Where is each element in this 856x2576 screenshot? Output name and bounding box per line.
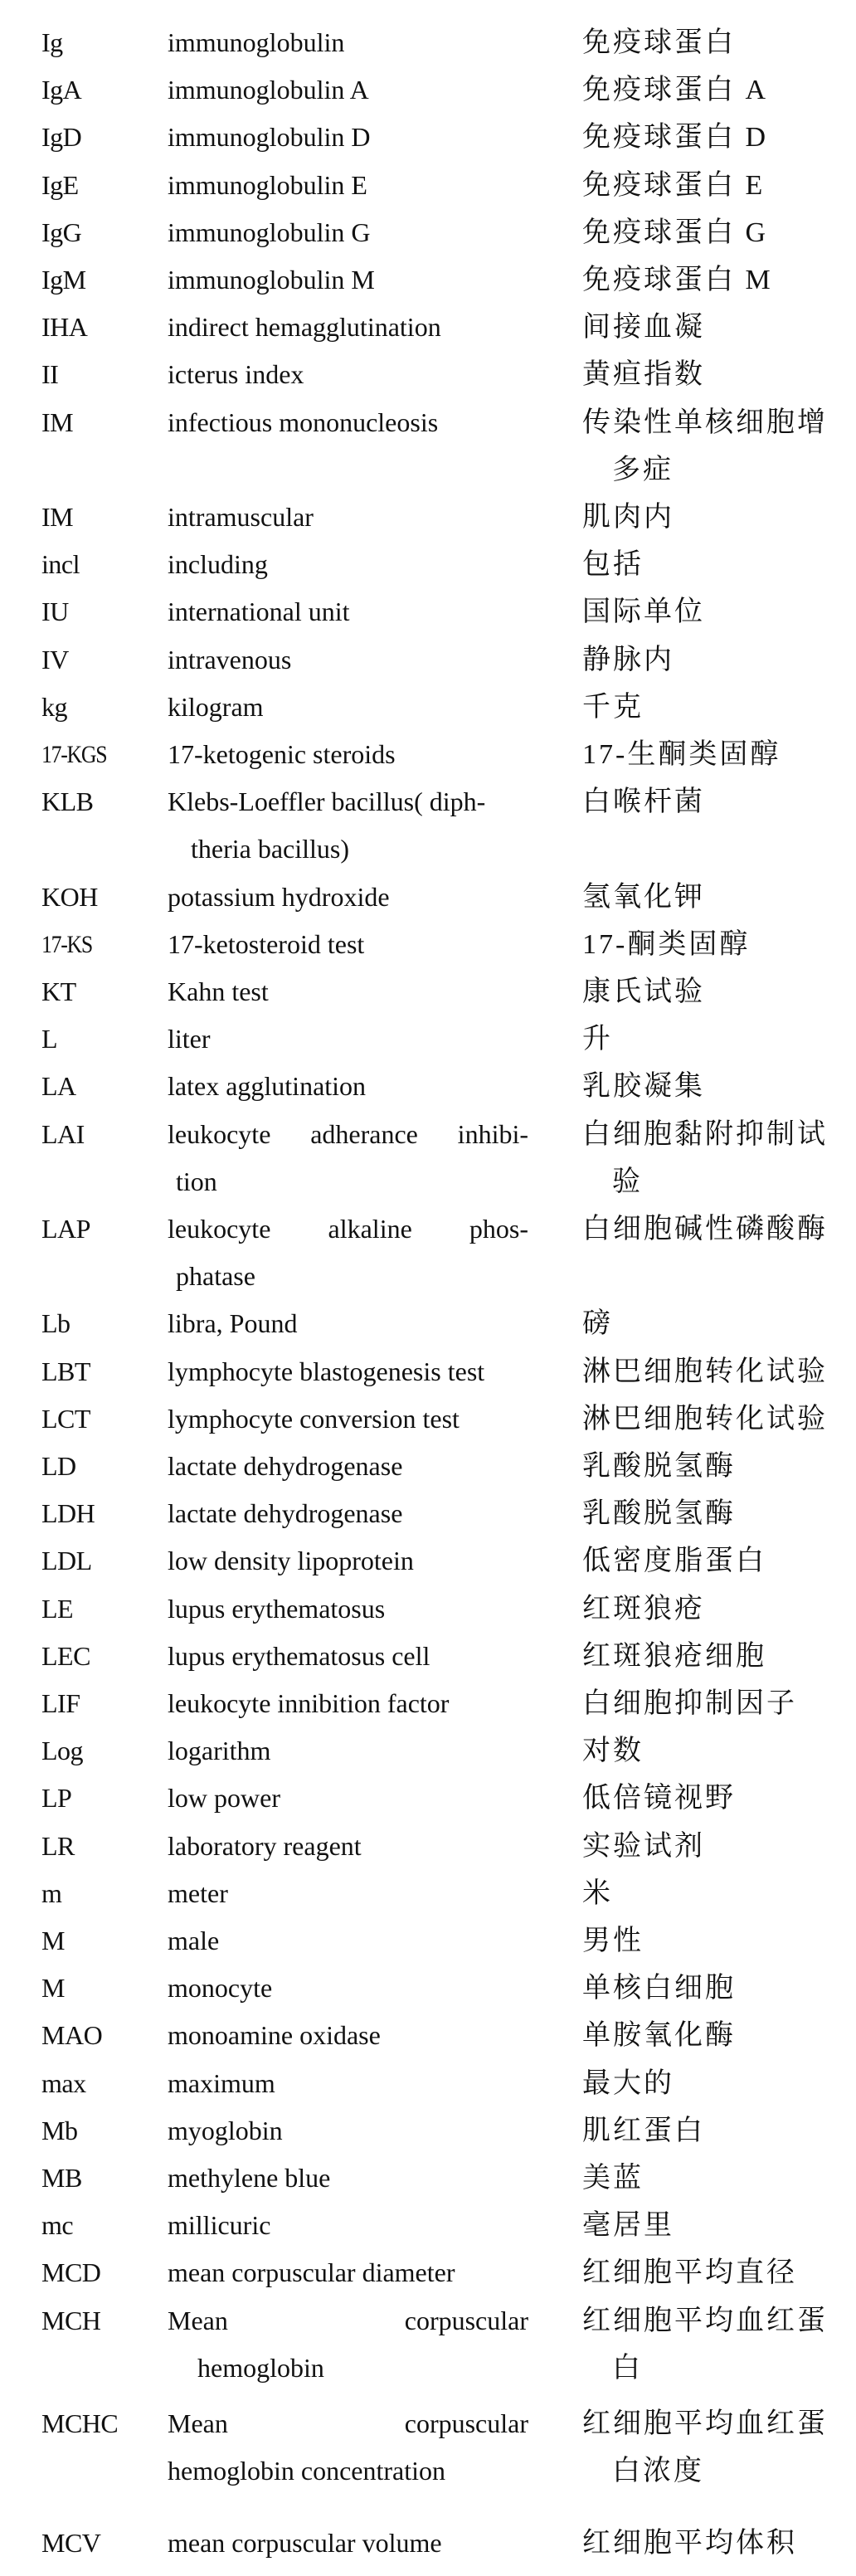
- abbreviation: LAP: [41, 1214, 90, 1244]
- english-term-line: hemoglobin concentration: [168, 2456, 446, 2486]
- chinese-term-line: 免疫球蛋白: [582, 27, 736, 58]
- english-term: [168, 2107, 528, 2155]
- english-term: [168, 684, 528, 731]
- chinese-term: [582, 2155, 848, 2202]
- chinese-term-line: 包括: [582, 549, 644, 581]
- english-term-line: leukocyte innibition factor: [168, 1688, 450, 1718]
- english-term-line: infectious mononucleosis: [168, 407, 439, 437]
- english-term: [168, 2520, 528, 2567]
- abbreviation: KOH: [41, 881, 98, 912]
- abbreviation: LA: [41, 1071, 76, 1102]
- chinese-term: [582, 1300, 848, 1347]
- chinese-term: [582, 1727, 848, 1775]
- chinese-term-line: 美蓝: [582, 2163, 644, 2194]
- english-term: [168, 1111, 528, 1205]
- chinese-term: [582, 1585, 848, 1633]
- english-term-line: 17-ketosteroid test: [168, 928, 365, 959]
- english-term: [168, 1063, 528, 1110]
- chinese-term-line: 肌红蛋白: [582, 2115, 705, 2146]
- chinese-term-line: 米: [582, 1877, 613, 1909]
- chinese-term-line: 验: [612, 1166, 643, 1197]
- english-term-line: Mean corpuscular: [168, 2305, 528, 2335]
- abbreviation: KLB: [41, 786, 94, 817]
- english-term: [168, 874, 528, 921]
- chinese-term: [582, 1775, 848, 1822]
- english-term: [168, 1537, 528, 1585]
- english-term-line: male: [168, 1926, 220, 1955]
- chinese-term-line: 氢氧化钾: [582, 881, 705, 913]
- chinese-term: [582, 2107, 848, 2155]
- english-term-line: libra, Pound: [168, 1308, 298, 1339]
- abbreviation: LE: [41, 1593, 74, 1624]
- english-term-line: lupus erythematosus: [168, 1593, 386, 1624]
- chinese-term: [582, 1015, 848, 1063]
- chinese-term-line: 红斑狼疮: [582, 1593, 705, 1624]
- english-term: [168, 1870, 528, 1917]
- abbreviation: max: [41, 2067, 86, 2098]
- chinese-term-line: 17-酮类固醇: [582, 928, 751, 960]
- english-term-line: international unit: [168, 597, 350, 627]
- abbreviation: LIF: [41, 1688, 80, 1718]
- chinese-term-line: 17-生酮类固醇: [582, 739, 781, 770]
- chinese-term: [582, 2060, 848, 2107]
- chinese-term-line: 升: [582, 1024, 613, 1055]
- abbreviation: MAO: [41, 2020, 103, 2051]
- english-term-line: liter: [168, 1024, 211, 1054]
- english-term: [168, 351, 528, 398]
- chinese-term: [582, 1395, 848, 1443]
- abbreviation: IgM: [41, 265, 86, 295]
- abbreviation: Lb: [41, 1308, 71, 1339]
- chinese-term: [582, 256, 848, 304]
- english-term: [168, 1727, 528, 1775]
- chinese-term-line: 白细胞抑制因子: [582, 1688, 797, 1719]
- english-term: [168, 1917, 528, 1965]
- english-term-line: indirect hemagglutination: [168, 312, 441, 343]
- abbreviation: LR: [41, 1830, 75, 1861]
- abbreviation: IgA: [41, 75, 82, 105]
- chinese-term-line: 对数: [582, 1736, 644, 1767]
- english-term: [168, 2155, 528, 2202]
- abbreviation: mc: [41, 2210, 74, 2241]
- chinese-term-line: 乳酸脱氢酶: [582, 1451, 736, 1482]
- chinese-term-line: 黄疸指数: [582, 359, 705, 391]
- abbreviation: m: [41, 1877, 62, 1908]
- chinese-term: [582, 2297, 848, 2392]
- abbreviation: M: [41, 1973, 65, 2004]
- chinese-term-line: 白喉杆菌: [582, 786, 705, 818]
- chinese-term-line: 多症: [612, 454, 674, 485]
- english-term: [168, 1585, 528, 1633]
- abbreviation: 17-KGS: [41, 741, 107, 768]
- chinese-term-line: 免疫球蛋白 E: [582, 169, 766, 201]
- abbreviation: MB: [41, 2163, 82, 2193]
- english-term: [168, 66, 528, 114]
- english-term-line: lupus erythematosus cell: [168, 1640, 430, 1671]
- chinese-term: [582, 66, 848, 114]
- chinese-term: [582, 874, 848, 921]
- chinese-term: [582, 2249, 848, 2296]
- english-term-line: laboratory reagent: [168, 1830, 362, 1861]
- abbreviation: LDL: [41, 1546, 92, 1576]
- chinese-term-line: 千克: [582, 691, 644, 723]
- english-term: [168, 256, 528, 304]
- chinese-term: [582, 1823, 848, 1870]
- chinese-term-line: 康氏试验: [582, 976, 705, 1007]
- english-term-line: maximum: [168, 2067, 275, 2098]
- english-term-line: Kahn test: [168, 976, 269, 1006]
- english-term: [168, 636, 528, 684]
- chinese-term: [582, 1633, 848, 1680]
- english-term-line: immunoglobulin G: [168, 217, 371, 247]
- abbreviation: LBT: [41, 1356, 90, 1386]
- english-term: [168, 541, 528, 588]
- chinese-term: [582, 1490, 848, 1537]
- english-term-line: Mean corpuscular: [168, 2408, 528, 2438]
- abbreviation: LCT: [41, 1403, 90, 1434]
- english-term: [168, 2400, 528, 2495]
- english-term-line: lymphocyte blastogenesis test: [168, 1356, 485, 1386]
- abbreviation: MCV: [41, 2528, 101, 2559]
- abbreviation: IM: [41, 502, 74, 532]
- english-term: [168, 1300, 528, 1347]
- english-term-line: methylene blue: [168, 2163, 331, 2193]
- abbreviation: IM: [41, 407, 74, 437]
- english-term: [168, 304, 528, 351]
- abbreviation: 17-KS: [41, 930, 92, 958]
- english-term: [168, 1490, 528, 1537]
- english-term-line: theria bacillus): [191, 834, 350, 864]
- english-term-line: millicuric: [168, 2210, 271, 2241]
- chinese-term-line: 淋巴细胞转化试验: [582, 1356, 828, 1387]
- chinese-term-line: 红细胞平均血红蛋: [582, 2408, 828, 2439]
- english-term: [168, 1015, 528, 1063]
- abbreviation: LEC: [41, 1640, 90, 1671]
- chinese-term-line: 低密度脂蛋白: [582, 1546, 766, 1577]
- abbreviation: Ig: [41, 27, 63, 57]
- english-term-line: lactate dehydrogenase: [168, 1451, 403, 1481]
- english-term: [168, 968, 528, 1015]
- abbreviation: Mb: [41, 2115, 78, 2145]
- english-term: [168, 1205, 528, 1300]
- chinese-term: [582, 2202, 848, 2249]
- english-term-line: monoamine oxidase: [168, 2020, 381, 2051]
- chinese-term: [582, 114, 848, 161]
- english-term-line: Klebs-Loeffler bacillus( diph-: [168, 786, 486, 817]
- chinese-term-line: 红细胞平均血红蛋: [582, 2305, 828, 2336]
- abbreviation: IU: [41, 597, 69, 627]
- english-term-line: immunoglobulin A: [168, 75, 369, 105]
- abbreviation: KT: [41, 976, 76, 1006]
- abbreviation: IV: [41, 644, 69, 674]
- english-term: [168, 921, 528, 968]
- chinese-term-line: 国际单位: [582, 597, 705, 628]
- english-term-line: low density lipoprotein: [168, 1546, 414, 1576]
- abbreviation: LD: [41, 1451, 76, 1481]
- abbreviation: II: [41, 359, 59, 390]
- chinese-term-line: 乳酸脱氢酶: [582, 1498, 736, 1530]
- chinese-term-line: 白: [612, 2352, 643, 2384]
- english-term-line: immunoglobulin D: [168, 122, 371, 153]
- english-term: [168, 1443, 528, 1490]
- english-term: [168, 399, 528, 446]
- abbreviation: incl: [41, 549, 80, 580]
- chinese-term-line: 免疫球蛋白 G: [582, 217, 769, 248]
- chinese-term: [582, 921, 848, 968]
- english-term-line: including: [168, 549, 268, 580]
- english-term-line: meter: [168, 1877, 228, 1908]
- english-term-line: immunoglobulin M: [168, 265, 375, 295]
- english-term: [168, 1823, 528, 1870]
- english-term: [168, 778, 528, 873]
- english-term-line: leukocyte alkaline phos-: [168, 1214, 528, 1244]
- abbreviation: LP: [41, 1783, 72, 1814]
- chinese-term: [582, 1680, 848, 1727]
- english-term-line: mean corpuscular diameter: [168, 2257, 455, 2288]
- english-term: [168, 114, 528, 161]
- chinese-term-line: 乳胶凝集: [582, 1071, 705, 1103]
- chinese-term-line: 磅: [582, 1308, 613, 1340]
- chinese-term-line: 白细胞碱性磷酸酶: [582, 1214, 828, 1244]
- english-term: [168, 1633, 528, 1680]
- english-term-line: lymphocyte conversion test: [168, 1403, 460, 1434]
- chinese-term: [582, 162, 848, 209]
- english-term-line: intravenous: [168, 644, 292, 674]
- abbreviation: MCHC: [41, 2408, 119, 2438]
- english-term: [168, 1965, 528, 2012]
- english-term: [168, 731, 528, 778]
- abbreviation: MCD: [41, 2257, 101, 2288]
- english-term: [168, 588, 528, 635]
- english-term-line: potassium hydroxide: [168, 881, 390, 912]
- chinese-term: [582, 731, 848, 778]
- abbreviation: IgD: [41, 122, 82, 153]
- chinese-term: [582, 494, 848, 541]
- chinese-term: [582, 19, 848, 66]
- chinese-term: [582, 1348, 848, 1395]
- chinese-term: [582, 1063, 848, 1110]
- english-term-line: phatase: [176, 1261, 255, 1292]
- english-term-line: tion: [176, 1166, 217, 1196]
- chinese-term-line: 最大的: [582, 2067, 674, 2099]
- chinese-term: [582, 1965, 848, 2012]
- english-term: [168, 1680, 528, 1727]
- chinese-term: [582, 1537, 848, 1585]
- chinese-term-line: 免疫球蛋白 D: [582, 122, 769, 153]
- english-term-line: leukocyte adherance inhibi-: [168, 1118, 528, 1149]
- english-term: [168, 209, 528, 256]
- chinese-term-line: 男性: [582, 1926, 644, 1956]
- chinese-term-line: 传染性单核细胞增: [582, 407, 828, 438]
- chinese-term-line: 红细胞平均体积: [582, 2528, 797, 2559]
- chinese-term-line: 红细胞平均直径: [582, 2257, 797, 2289]
- english-term: [168, 2249, 528, 2296]
- chinese-term: [582, 541, 848, 588]
- english-term: [168, 1348, 528, 1395]
- chinese-term-line: 白细胞黏附抑制试: [582, 1118, 828, 1150]
- english-term-line: logarithm: [168, 1736, 271, 1766]
- chinese-term: [582, 1111, 848, 1205]
- english-term-line: intramuscular: [168, 502, 314, 532]
- chinese-term: [582, 1443, 848, 1490]
- abbreviation: MCH: [41, 2305, 101, 2335]
- chinese-term-line: 白浓度: [612, 2456, 704, 2487]
- english-term-line: mean corpuscular volume: [168, 2528, 442, 2559]
- english-term-line: myoglobin: [168, 2115, 283, 2145]
- abbreviation: IHA: [41, 312, 88, 343]
- english-term-line: hemoglobin: [197, 2352, 324, 2383]
- chinese-term: [582, 2400, 848, 2495]
- chinese-term-line: 单胺氧化酶: [582, 2020, 736, 2052]
- english-term: [168, 2060, 528, 2107]
- abbreviation: kg: [41, 691, 67, 722]
- chinese-term-line: 实验试剂: [582, 1830, 705, 1862]
- chinese-term: [582, 1870, 848, 1917]
- english-term-line: lactate dehydrogenase: [168, 1498, 403, 1529]
- english-term-line: monocyte: [168, 1973, 273, 2004]
- english-term: [168, 2012, 528, 2059]
- english-term: [168, 1395, 528, 1443]
- english-term: [168, 162, 528, 209]
- chinese-term: [582, 2012, 848, 2059]
- english-term: [168, 494, 528, 541]
- abbreviation: LAI: [41, 1118, 85, 1149]
- english-term-line: low power: [168, 1783, 280, 1814]
- chinese-term: [582, 968, 848, 1015]
- english-term-line: 17-ketogenic steroids: [168, 739, 396, 769]
- chinese-term: [582, 399, 848, 494]
- chinese-term-line: 淋巴细胞转化试验: [582, 1403, 828, 1434]
- chinese-term-line: 单核白细胞: [582, 1973, 736, 2004]
- chinese-term: [582, 588, 848, 635]
- chinese-term: [582, 778, 848, 825]
- english-term-line: latex agglutination: [168, 1071, 367, 1102]
- english-term-line: kilogram: [168, 691, 264, 722]
- chinese-term: [582, 351, 848, 398]
- chinese-term-line: 低倍镜视野: [582, 1783, 736, 1814]
- chinese-term-line: 免疫球蛋白 M: [582, 265, 773, 295]
- chinese-term-line: 免疫球蛋白 A: [582, 75, 769, 106]
- chinese-term: [582, 636, 848, 684]
- chinese-term: [582, 2520, 848, 2567]
- english-term-line: icterus index: [168, 359, 304, 390]
- chinese-term: [582, 1205, 848, 1253]
- chinese-term-line: 红斑狼疮细胞: [582, 1640, 766, 1672]
- english-term: [168, 2202, 528, 2249]
- english-term: [168, 2297, 528, 2392]
- abbreviation: M: [41, 1926, 65, 1955]
- abbreviation: Log: [41, 1736, 84, 1766]
- chinese-term-line: 肌肉内: [582, 502, 674, 533]
- chinese-term-line: 静脉内: [582, 644, 674, 675]
- chinese-term-line: 毫居里: [582, 2210, 674, 2242]
- chinese-term: [582, 209, 848, 256]
- chinese-term: [582, 304, 848, 351]
- abbreviation: L: [41, 1024, 58, 1054]
- chinese-term-line: 间接血凝: [582, 312, 705, 343]
- chinese-term: [582, 684, 848, 731]
- english-term: [168, 19, 528, 66]
- english-term-line: immunoglobulin: [168, 27, 345, 57]
- chinese-term: [582, 1917, 848, 1965]
- abbreviation: IgG: [41, 217, 82, 247]
- english-term: [168, 1775, 528, 1822]
- abbreviation: LDH: [41, 1498, 95, 1529]
- english-term-line: immunoglobulin E: [168, 169, 367, 200]
- abbreviation: IgE: [41, 169, 79, 200]
